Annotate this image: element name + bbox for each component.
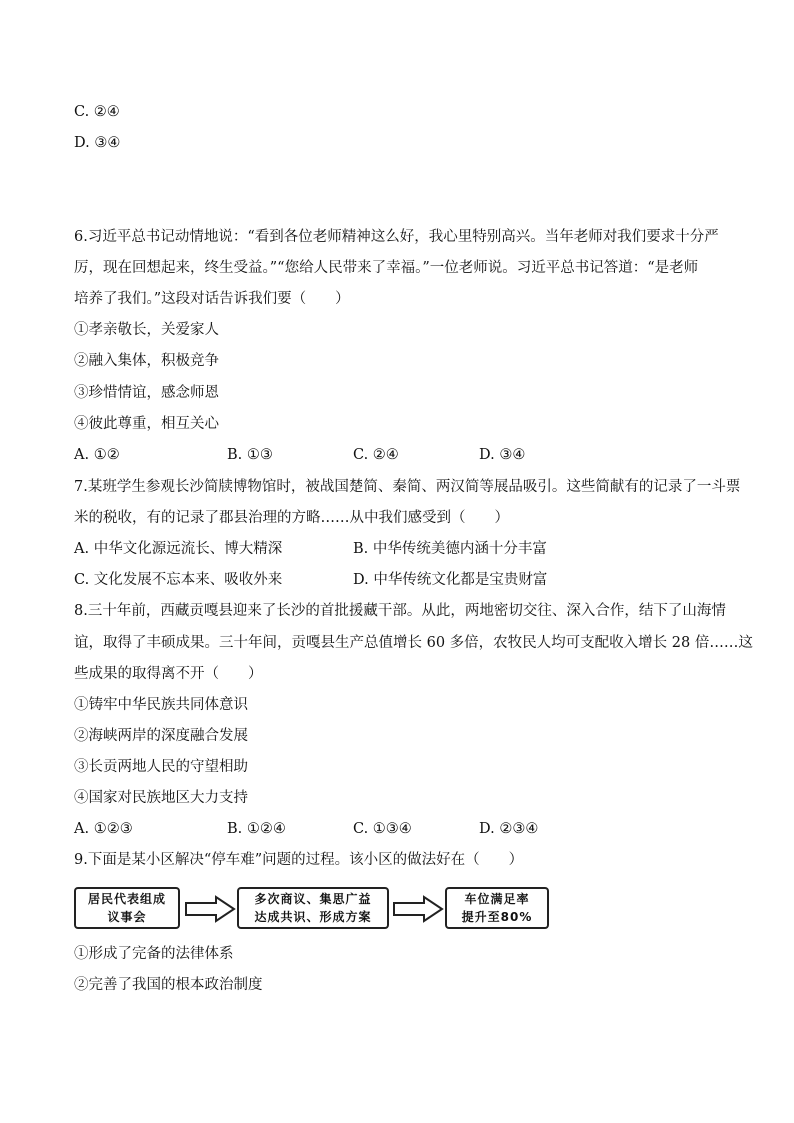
q8-option-d[interactable]: D. ②③④ [479, 821, 539, 837]
q7-stem-line-2: 米的税收，有的记录了郡县治理的方略……从中我们感受到（ ） [74, 510, 509, 526]
q6-option-d[interactable]: D. ③④ [479, 447, 526, 463]
q6-stem-line-2: 厉，现在回想起来，终生受益。”“您给人民带来了幸福。”一位老师说。习近平总书记答道：“是老师 [74, 260, 699, 276]
q7-option-b[interactable]: B. 中华传统美德内涵十分丰富 [353, 541, 547, 557]
arrow-right-icon [184, 895, 236, 923]
q8-statement-4: ④国家对民族地区大力支持 [74, 790, 248, 806]
flow-step-2 [237, 887, 389, 929]
q7-option-c[interactable]: C. 文化发展不忘本来、吸收外来 [74, 572, 283, 588]
q6-option-a[interactable]: A. ①② [74, 447, 120, 463]
q6-statement-4: ④彼此尊重，相互关心 [74, 416, 219, 432]
q8-stem-line-1: 8.三十年前，西藏贡嘎县迎来了长沙的首批援藏干部。从此，两地密切交往、深入合作，结下了山海情 [74, 603, 726, 619]
q8-option-b[interactable]: B. ①②④ [227, 821, 286, 837]
q8-stem-line-2: 谊，取得了丰硕成果。三十年间，贡嘎县生产总值增长 60 多倍，农牧民人均可支配收入增长 28 倍……这 [74, 635, 753, 651]
q8-statement-2: ②海峡两岸的深度融合发展 [74, 728, 248, 744]
q6-statement-3: ③珍惜情谊，感念师恩 [74, 385, 219, 401]
q8-statement-3: ③长贡两地人民的守望相助 [74, 759, 248, 775]
q6-statement-2: ②融入集体，积极竞争 [74, 353, 219, 369]
q7-stem-line-1: 7.某班学生参观长沙简牍博物馆时，被战国楚简、秦简、两汉简等展品吸引。这些简献有的记录了一斗票 [74, 479, 741, 495]
q7-option-d[interactable]: D. 中华传统文化都是宝贵财富 [353, 572, 548, 588]
q6-stem-line-1: 6.习近平总书记动情地说：“看到各位老师精神这么好，我心里特别高兴。当年老师对我们要求十分严 [74, 229, 719, 245]
q9-stem: 9.下面是某小区解决“停车难”问题的过程。该小区的做法好在（ ） [74, 852, 524, 868]
q8-statement-1: ①铸牢中华民族共同体意识 [74, 697, 248, 713]
q8-option-c[interactable]: C. ①③④ [353, 821, 412, 837]
flow-step-1-line-1: 居民代表组成 [87, 892, 166, 906]
flow-step-3 [445, 887, 549, 929]
q6-stem-line-3: 培养了我们。”这段对话告诉我们要（ ） [74, 291, 350, 307]
q6-option-b[interactable]: B. ①③ [227, 447, 273, 463]
flow-step-2-line-2: 达成共识、形成方案 [254, 910, 372, 924]
prev-option-d: D. ③④ [74, 135, 121, 151]
flow-step-2-line-1: 多次商议、集思广益 [254, 892, 372, 906]
q6-option-c[interactable]: C. ②④ [353, 447, 399, 463]
q7-option-a[interactable]: A. 中华文化源远流长、博大精深 [74, 541, 283, 557]
q8-option-a[interactable]: A. ①②③ [74, 821, 133, 837]
q8-stem-line-3: 些成果的取得离不开（ ） [74, 666, 263, 682]
flow-step-1 [74, 887, 180, 929]
q9-statement-2: ②完善了我国的根本政治制度 [74, 977, 263, 993]
prev-option-c: C. ②④ [74, 104, 120, 120]
flow-step-3-line-1: 车位满足率 [464, 892, 530, 906]
q6-statement-1: ①孝亲敬长，关爱家人 [74, 322, 219, 338]
flow-step-3-line-2: 提升至80% [461, 910, 533, 924]
arrow-right-icon [392, 895, 444, 923]
flow-step-1-line-2: 议事会 [107, 910, 147, 924]
q9-statement-1: ①形成了完备的法律体系 [74, 946, 234, 962]
